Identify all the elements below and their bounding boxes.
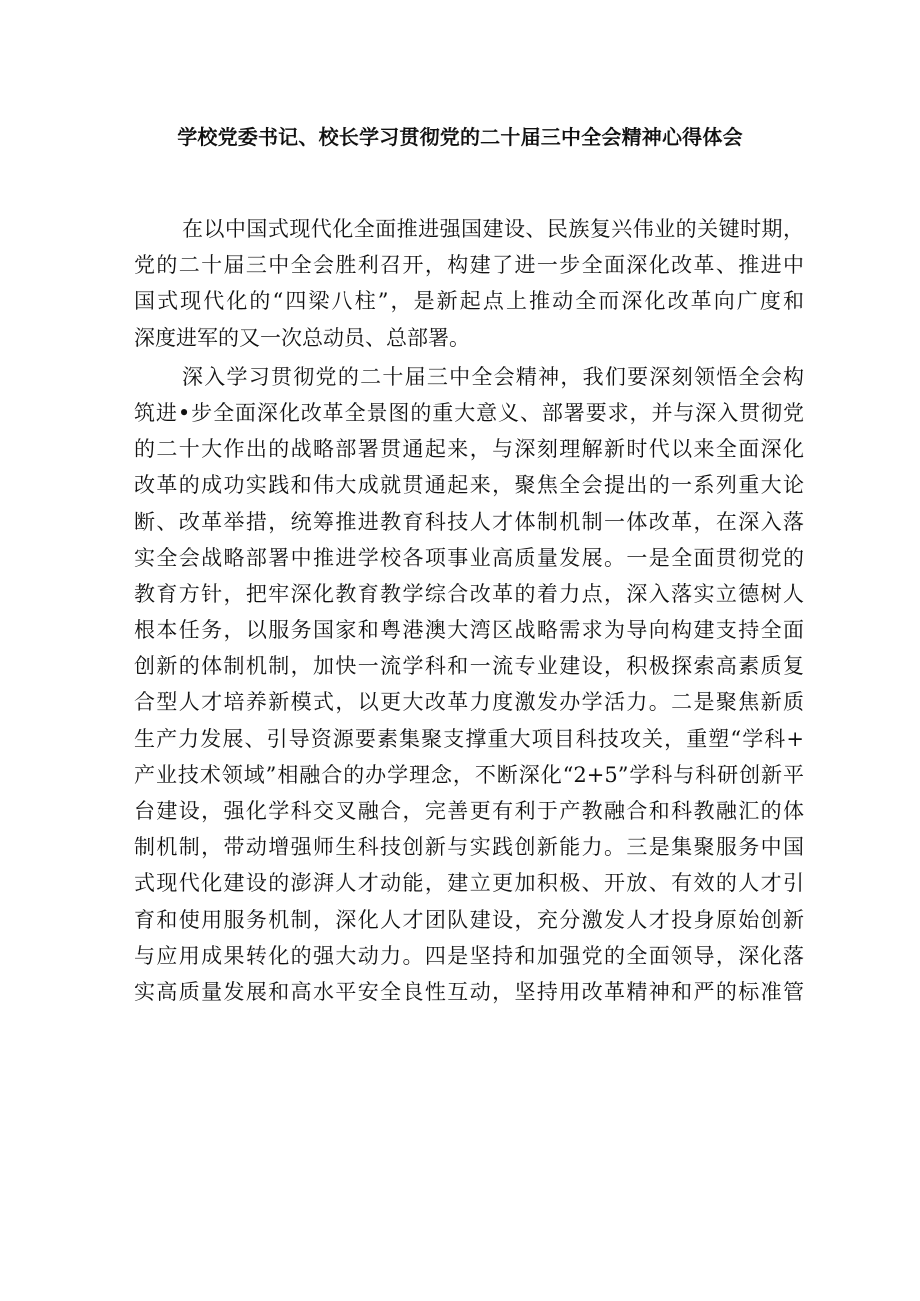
paragraph-2-line-12: 产业技术领域”相融合的办学理念，不断深化“2+5”学科与科研创新平 — [134, 762, 804, 787]
paragraph-2-line-1: 深入学习贯彻党的二十届三中全会精神，我们要深刻领悟全会构 — [182, 364, 804, 389]
paragraph-2-line-13: 台建设，强化学科交叉融合，完善更有利于产教融合和科教融汇的体 — [134, 799, 804, 823]
paragraph-2-line-2: 筑进•步全面深化改革全景图的重大意义、部署要求，并与深入贯彻党 — [134, 400, 804, 425]
paragraph-2-line-18: 实高质量发展和高水平安全良性互动，坚持用改革精神和严的标准管 — [134, 979, 804, 1004]
paragraph-2-line-6: 实全会战略部署中推进学校各项事业高质量发展。一是全面贯彻党的 — [134, 545, 804, 570]
paragraph-2-line-7: 教育方针，把牢深化教育教学综合改革的着力点，深入落实立德树人 — [134, 581, 804, 606]
paragraph-2-line-15: 式现代化建设的澎湃人才动能，建立更加积极、开放、有效的人才引 — [134, 871, 804, 896]
paragraph-1-line-2: 党的二十届三中全会胜利召开，构建了进一步全面深化改革、推进中 — [134, 253, 804, 278]
paragraph-2-line-9: 创新的体制机制，加快一流学科和一流专业建设，积极探索高素质复 — [134, 654, 804, 679]
paragraph-1-line-3: 国式现代化的“四梁八柱”，是新起点上推动全而深化改革向广度和 — [134, 289, 804, 314]
paragraph-2-line-16: 育和使用服务机制，深化人才团队建设，充分激发人才投身原始创新 — [134, 907, 804, 932]
paragraph-2-line-4: 改革的成功实践和伟大成就贯通起来，聚焦全会提出的一系列重大论 — [134, 473, 804, 498]
paragraph-1-line-1: 在以中国式现代化全面推进强国建设、民族复兴伟业的关键时期， — [182, 217, 804, 241]
paragraph-2-line-10: 合型人才培养新模式，以更大改革力度激发办学活力。二是聚焦新质 — [134, 690, 804, 715]
paragraph-2-line-3: 的二十大作出的战略部署贯通起来，与深刻理解新时代以来全面深化 — [134, 437, 804, 462]
paragraph-2-line-5: 断、改革举措，统筹推进教育科技人才体制机制一体改革，在深入落 — [134, 509, 804, 534]
document-body — [134, 211, 804, 1010]
paragraph-2-line-11: 生产力发展、引导资源要素集聚支撑重大项目科技攻关，重塑“学科+ — [134, 726, 804, 751]
document-title: 学校党委书记、校长学习贯彻党的二十届三中全会精神心得体会 — [177, 125, 743, 149]
paragraph-2-line-14: 制机制，带动增强师生科技创新与实践创新能力。三是集聚服务中国 — [134, 835, 804, 860]
paragraph-2-line-8: 根本任务，以服务国家和粤港澳大湾区战略需求为导向构建支持全面 — [134, 618, 804, 643]
paragraph-2-line-17: 与应用成果转化的强大动力。四是坚持和加强党的全面领导，深化落 — [134, 943, 804, 968]
paragraph-1-line-4: 深度进军的又一次总动员、总部署。 — [134, 325, 470, 350]
